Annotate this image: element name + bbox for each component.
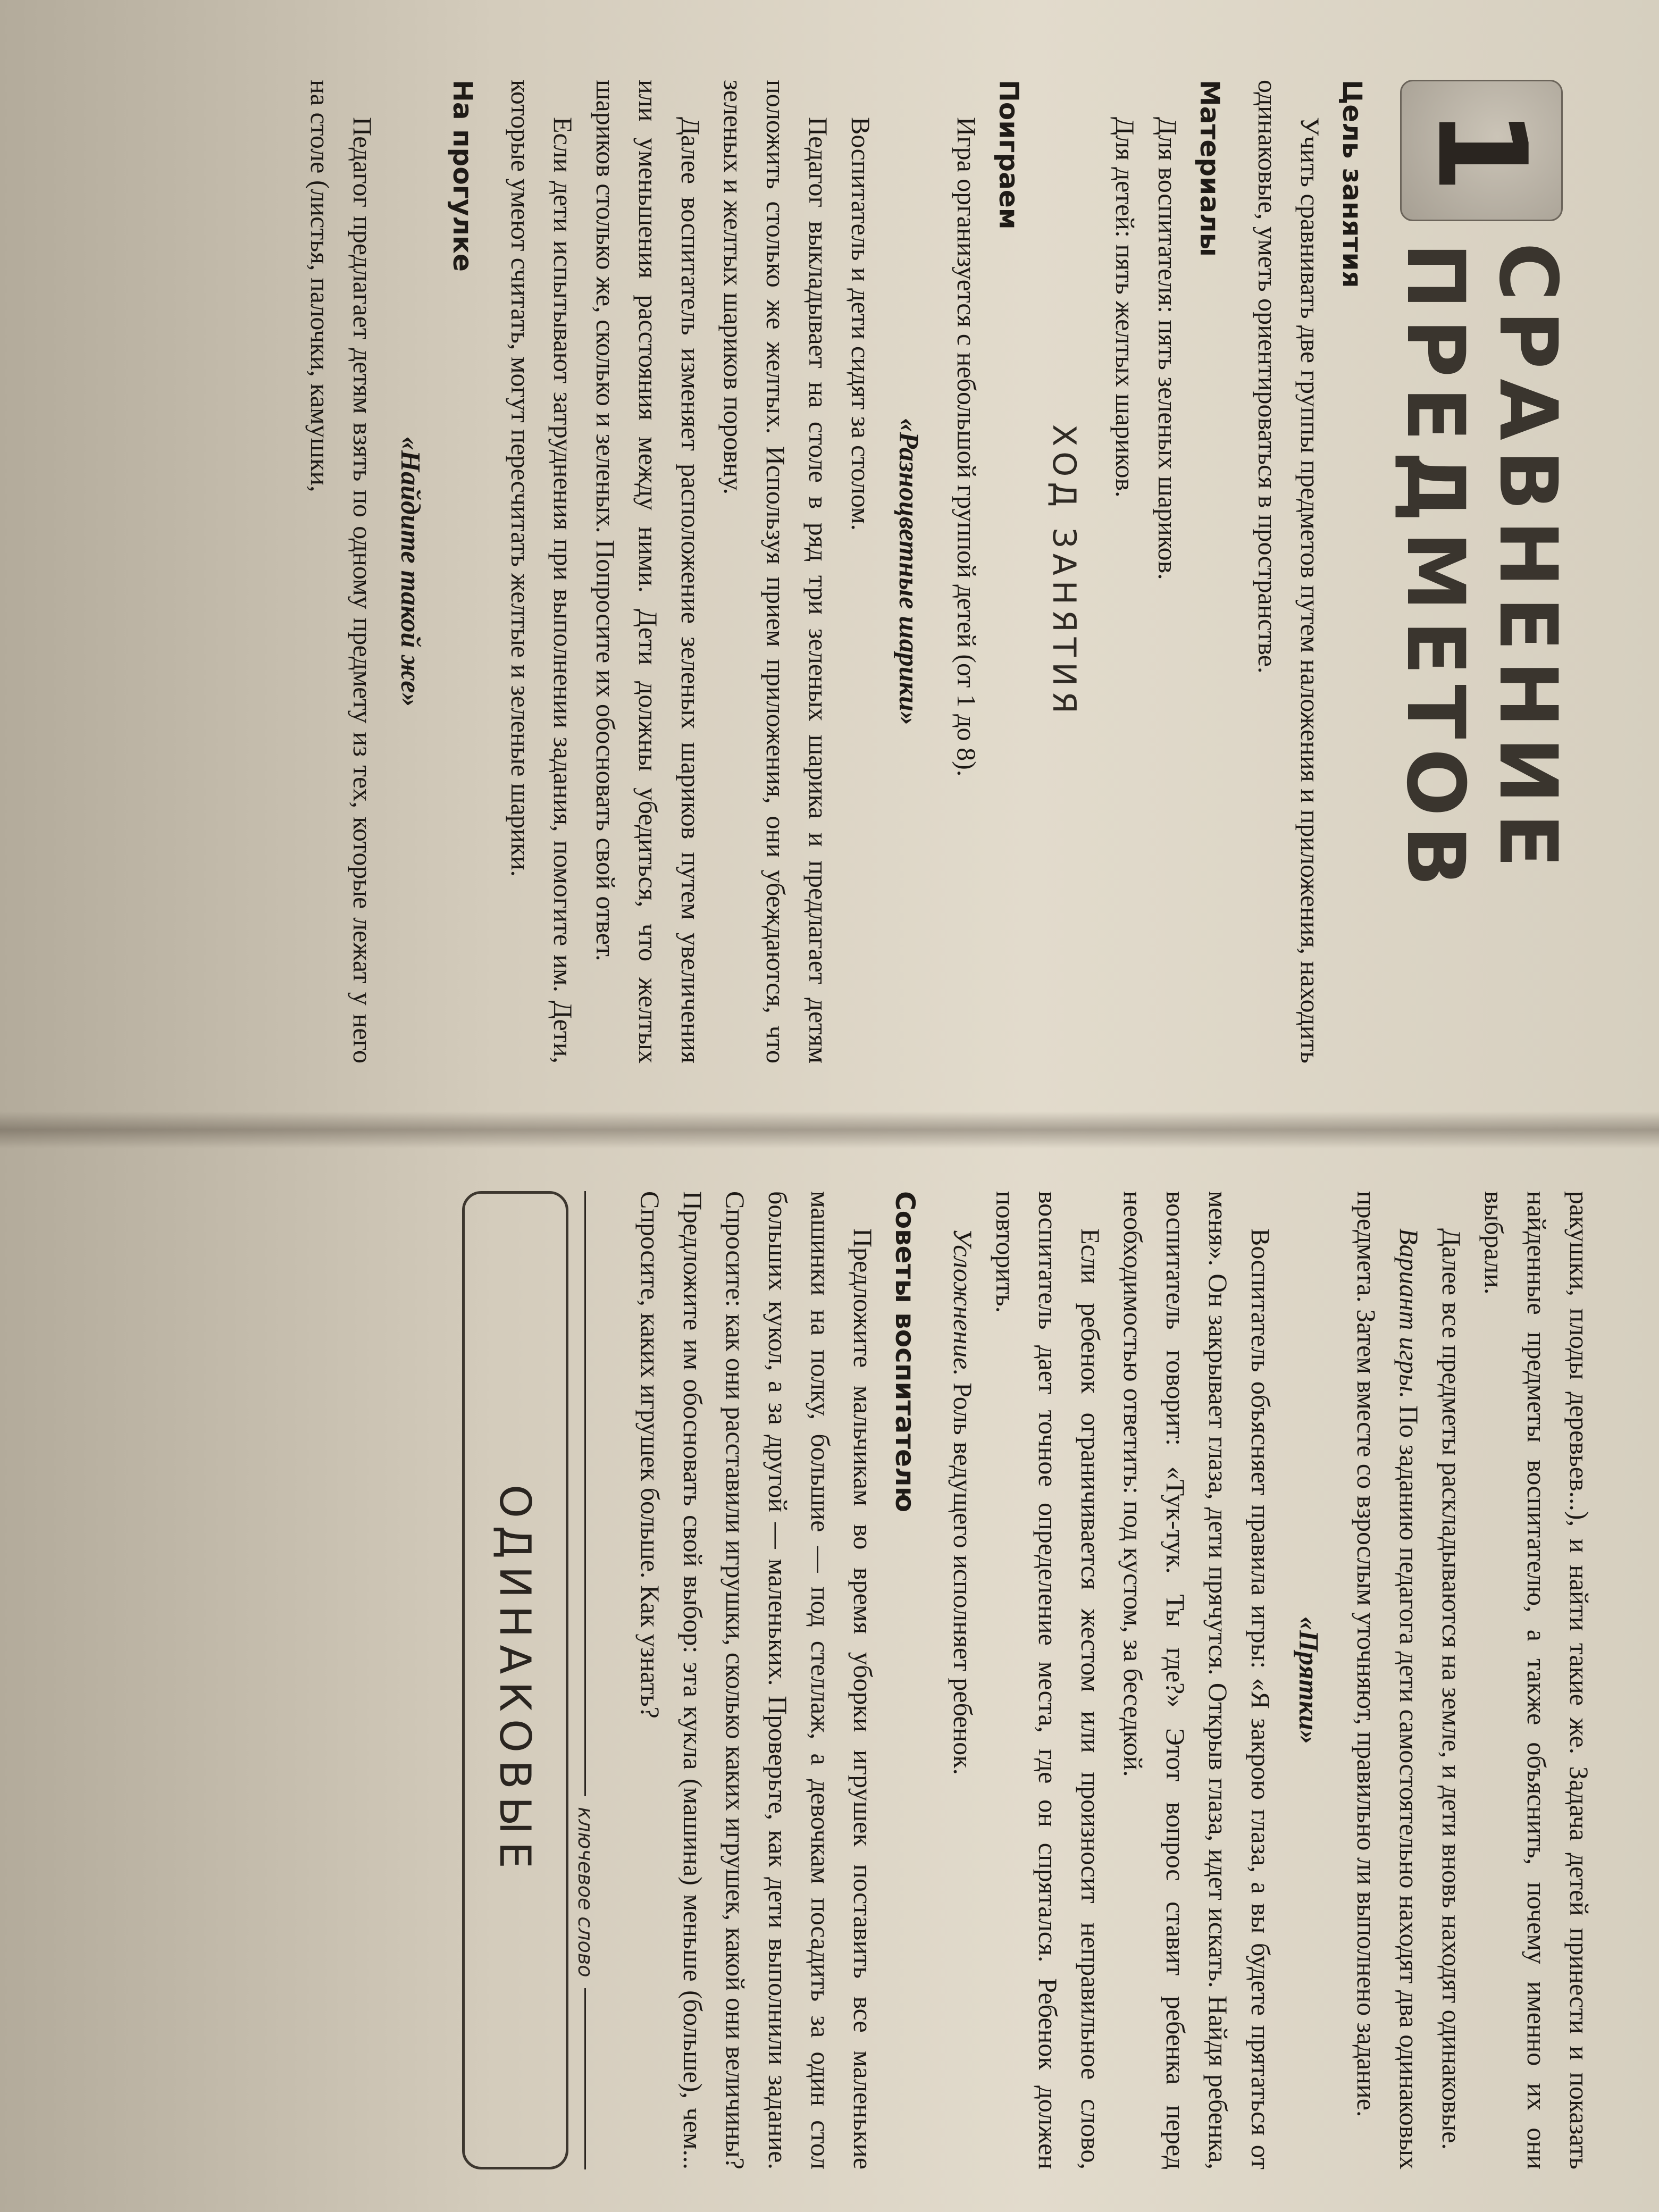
game1-paragraph-3: Далее воспитатель изменяет расположение зеленых шариков путем увеличения или уменьшения расстояния между ними. Дети должны убедиться, что желтых шариков столько же, сколько и зеленых. Попросите их обосновать свой ответ.: [591, 80, 706, 1063]
chapter-title: СРАВНЕНИЕ ПРЕДМЕТОВ: [1389, 242, 1574, 896]
materials-teacher: Для воспитателя: пять зеленых шариков.: [1153, 117, 1183, 580]
continued-paragraph: ракушки, плоды деревьев...), и найти такие же. Задача детей принести и показать найденные предметы воспитателю, а также объяснить, почему именно их они выбрали.: [1479, 1191, 1594, 2169]
materials-heading: Материалы: [1194, 80, 1225, 257]
game2-paragraph-1: Воспитатель объясняет правила игры: «Я закрою глаза, а вы будете прятаться от меня». Он закрывает глаза, дети прячутся. Открыв глаза, идет искать. Найдя ребенка, воспитатель говорит: «Тук-тук. Ты где?» Этот вопрос ставит ребенка перед необходимостью ответить: под кустом, за беседкой.: [1118, 1191, 1276, 2169]
variant-label: Вариант игры.: [1394, 1228, 1424, 1399]
chapter-header: [1389, 80, 1574, 1063]
left-page: [0, 0, 1659, 1095]
caption-rule-end: [585, 1988, 586, 2169]
materials-children: Для детей: пять желтых шариков.: [1110, 117, 1140, 498]
game-title-balls: «Разноцветные шарики»: [893, 418, 924, 725]
goal-text: Учить сравнивать две группы предметов путем наложения и приложения, находить одинаковые, уметь ориентироваться в пространстве.: [1253, 80, 1325, 1063]
lesson-number-tab: [1400, 80, 1563, 221]
game1-paragraph-1: Воспитатель и дети сидят за столом.: [846, 117, 876, 531]
walk-heading: На прогулке: [447, 80, 478, 272]
game1-paragraph-2: Педагог выкладывает на столе в ряд три зеленых шарика и предлагает детям положить столько же желтых. Используя прием приложения, они убеждаются, что зеленых и желтых шариков поровну.: [718, 80, 833, 1063]
walk-text: Педагог предлагает детям взять по одному предмету из тех, которые лежат у него на столе (листья, палочки, камушки,: [305, 80, 378, 1063]
key-word-caption: [574, 1191, 597, 2169]
tips-heading: Советы воспитателю: [890, 1191, 920, 1513]
game2-paragraph-2: Если ребенок ограничивается жестом или произносит неправильное слово, воспитатель дает точное определение места, где он спрятался. Ребенок должен повторить.: [991, 1191, 1105, 2169]
key-word: ОДИНАКОВЫЕ: [490, 1485, 540, 1876]
right-page: [0, 1117, 1659, 2212]
game1-paragraph-4: Если дети испытывают затруднения при выполнении задания, помогите им. Дети, которые умеют считать, могут пересчитать желтые и зеленые шарики.: [506, 80, 578, 1063]
next-paragraph: Далее все предметы раскладываются на земле, и дети вновь находят одинаковые.: [1437, 1228, 1467, 2150]
variant-paragraph: [1345, 1191, 1430, 2169]
goal-heading: Цель занятия: [1337, 80, 1368, 288]
game-title-find-same: «Найдите такой же»: [395, 436, 425, 707]
play-heading: Поиграем: [993, 80, 1024, 230]
tips-text: Предложите мальчикам во время уборки игрушек поставить все маленькие машинки на полку, большие — под стеллаж, а девочкам посадить за один стол больших кукол, а за другой — маленьких. Проверьте, как дети выполнили задание. Спросите: как они расставили игрушки, сколько каких игрушек, какой они величины? Предложите им обосновать свой выбор: эта кукла (машина) меньше (больше), чем... Спросите, каких игрушек больше. Как узнать?: [635, 1191, 878, 2169]
game-title-hide-and-seek: «Прятки»: [1293, 1616, 1323, 1745]
key-word-box: [462, 1191, 568, 2169]
complication-paragraph: [942, 1191, 984, 2169]
play-text: Игра организуется с небольшой группой детей (от 1 до 8).: [952, 117, 982, 777]
course-heading: ХОД ЗАНЯТИЯ: [1045, 424, 1083, 719]
complication-label: Усложнение.: [948, 1228, 978, 1376]
complication-text: Роль ведущего исполняет ребенок.: [948, 1376, 978, 1775]
lesson-number: 1: [1410, 108, 1553, 194]
variant-text: По заданию педагога дети самостоятельно находят два одинаковых предмета. Затем вместе со взрослым уточняют, правильно ли выполнено задание.: [1352, 1191, 1424, 2169]
caption-rule: [585, 1191, 586, 1796]
key-word-label: ключевое слово: [574, 1807, 597, 1978]
